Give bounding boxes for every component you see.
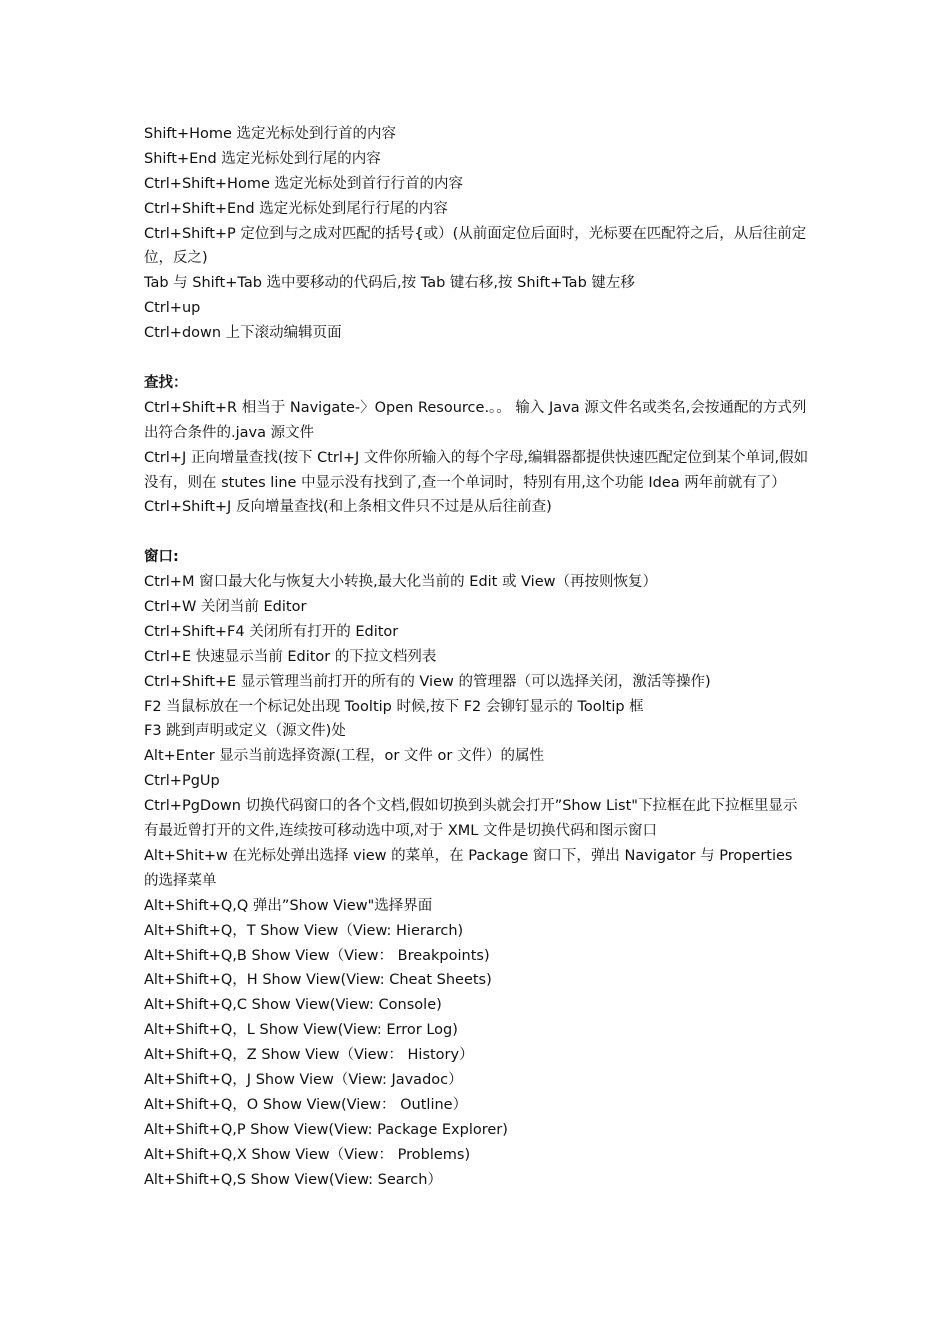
text-line: Shift+Home 选定光标处到行首的内容	[144, 126, 397, 142]
text-line: Ctrl+Shift+F4 关闭所有打开的 Editor	[144, 623, 399, 640]
text-line: Ctrl+up	[144, 300, 201, 317]
text-line: Alt+Enter 显示当前选择资源(工程，or 文件 or 文件）的属性	[144, 748, 544, 765]
text-line: Ctrl+M 窗口最大化与恢复大小转换,最大化当前的 Edit 或 View（再按则恢复）	[144, 574, 657, 591]
text-line: Ctrl+W 关闭当前 Editor	[144, 599, 307, 616]
text-line: Ctrl+down 上下滚动编辑页面	[144, 325, 342, 342]
blank-line	[144, 346, 810, 371]
text-line: Tab 与 Shift+Tab 选中要移动的代码后,按 Tab 键右移,按 Shift+Tab 键左移	[144, 275, 635, 292]
text-line: Alt+Shift+Q,X Show View（View： Problems)	[144, 1146, 471, 1163]
text-line: Ctrl+Shift+End 选定光标处到尾行行尾的内容	[144, 200, 448, 217]
text-line: F2 当鼠标放在一个标记处出现 Tooltip 时候,按下 F2 会铆钉显示的 Tooltip 框	[144, 698, 644, 715]
text-line: Alt+Shift+Q，O Show View(View： Outline）	[144, 1096, 468, 1113]
text-line: Alt+Shift+Q，Z Show View（View： History）	[144, 1047, 474, 1064]
text-line: F3 跳到声明或定义（源文件)处	[144, 723, 346, 740]
text-line: Alt+Shift+Q,S Show View(View: Search）	[144, 1171, 442, 1188]
text-line: Ctrl+PgUp	[144, 773, 220, 790]
text-line: Ctrl+Shift+Home 选定光标处到首行行首的内容	[144, 175, 463, 192]
text-line: Alt+Shift+Q，J Show View（View: Javadoc）	[144, 1072, 463, 1088]
text-line: Alt+Shift+Q，H Show View(View: Cheat Sheets)	[144, 972, 492, 989]
text-line: Alt+Shift+Q,C Show View(View: Console)	[144, 997, 442, 1014]
text-line: Ctrl+E 快速显示当前 Editor 的下拉文档列表	[144, 648, 437, 665]
text-line: Ctrl+Shift+R 相当于 Navigate-〉Open Resource.。。 输入 Java 源文件名或类名,会按通配的方式列出符合条件的.java 源文件	[144, 399, 807, 441]
text-line: Alt+Shift+Q,P Show View(View: Package Explorer)	[144, 1121, 508, 1138]
text-line: Ctrl+Shift+E 显示管理当前打开的所有的 View 的管理器（可以选择关闭，激活等操作)	[144, 673, 711, 690]
text-line: Ctrl+J 正向增量查找(按下 Ctrl+J 文件你所输入的每个字母,编辑器都提供快速匹配定位到某个单词,假如没有，则在 stutes line 中显示没有找到了,查一个单词时，特别有用,这个功能 Idea 两年前就有了）	[144, 449, 809, 491]
text-line: Shift+End 选定光标处到行尾的内容	[144, 150, 381, 167]
text-line: Ctrl+Shift+P 定位到与之成对匹配的括号{或）(从前面定位后面时，光标要在匹配符之后，从后往前定位，反之)	[144, 225, 807, 267]
document-body	[144, 122, 810, 1192]
section-heading-window: 窗口:	[144, 549, 179, 566]
text-line: Alt+Shift+Q,B Show View（View： Breakpoints)	[144, 947, 490, 964]
text-line: Ctrl+Shift+J 反向增量查找(和上条相文件只不过是从后往前查)	[144, 499, 552, 516]
text-line: Alt+Shift+Q，T Show View（View: Hierarch)	[144, 922, 464, 939]
section-heading-find: 查找：	[144, 374, 188, 391]
text-line: Ctrl+PgDown 切换代码窗口的各个文档,假如切换到头就会打开”Show List"下拉框在此下拉框里显示有最近曾打开的文件,连续按可移动选中项,对于 XML 文件是切换代码和图示窗口	[144, 798, 798, 840]
blank-line	[144, 520, 810, 545]
text-line: Alt+Shift+Q,Q 弹出”Show View"选择界面	[144, 897, 433, 914]
text-line: Alt+Shit+w 在光标处弹出选择 view 的菜单，在 Package 窗口下，弹出 Navigator 与 Properties 的选择菜单	[144, 847, 793, 889]
text-line: Alt+Shift+Q，L Show View(View: Error Log)	[144, 1022, 458, 1039]
